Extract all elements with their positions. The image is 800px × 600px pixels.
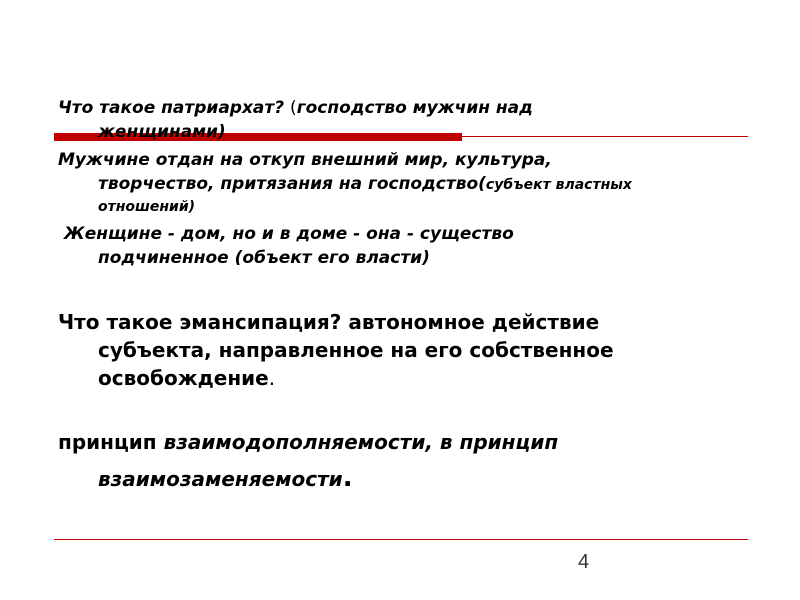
paragraph-woman <box>58 222 758 270</box>
patriarchy-paren: ( <box>290 98 297 118</box>
footer-divider-line <box>54 539 748 540</box>
patriarchy-definition-start: господство мужчин над <box>296 98 533 118</box>
principle-line-1: взаимодополняемости, в принцип <box>163 430 559 454</box>
emancipation-line-1: Что такое эмансипация? автономное действие <box>58 310 600 334</box>
man-line-3: отношений) <box>98 199 196 215</box>
woman-line-1: Женщине - дом, но и в доме - она - существо <box>58 224 514 244</box>
principle-line-2-text: взаимозаменяемости <box>98 467 343 491</box>
emancipation-dot: . <box>268 366 276 390</box>
paragraph-man <box>58 148 758 217</box>
paragraph-patriarchy <box>58 96 758 144</box>
paragraph-emancipation <box>58 308 758 392</box>
man-line-2-small: субъект властных <box>485 177 632 193</box>
man-line-1: Мужчине отдан на откуп внешний мир, культура, <box>58 150 552 170</box>
principle-dot: . <box>342 463 353 493</box>
patriarchy-definition-end: женщинами) <box>98 122 226 142</box>
patriarchy-question: Что такое патриархат? <box>58 98 291 118</box>
emancipation-line-2: субъекта, направленное на его собственное <box>98 338 614 362</box>
man-line-2 <box>58 172 758 197</box>
emancipation-line-3 <box>58 364 758 392</box>
man-line-2-main: творчество, притязания на господство( <box>98 174 486 194</box>
emancipation-line-3-text: освобождение <box>98 366 269 390</box>
woman-line-2: подчиненное (объект его власти) <box>98 248 430 268</box>
principle-line-2 <box>58 460 758 497</box>
paragraph-principle <box>58 424 758 497</box>
principle-lead: принцип <box>58 430 164 454</box>
page-number: 4 <box>578 551 590 573</box>
